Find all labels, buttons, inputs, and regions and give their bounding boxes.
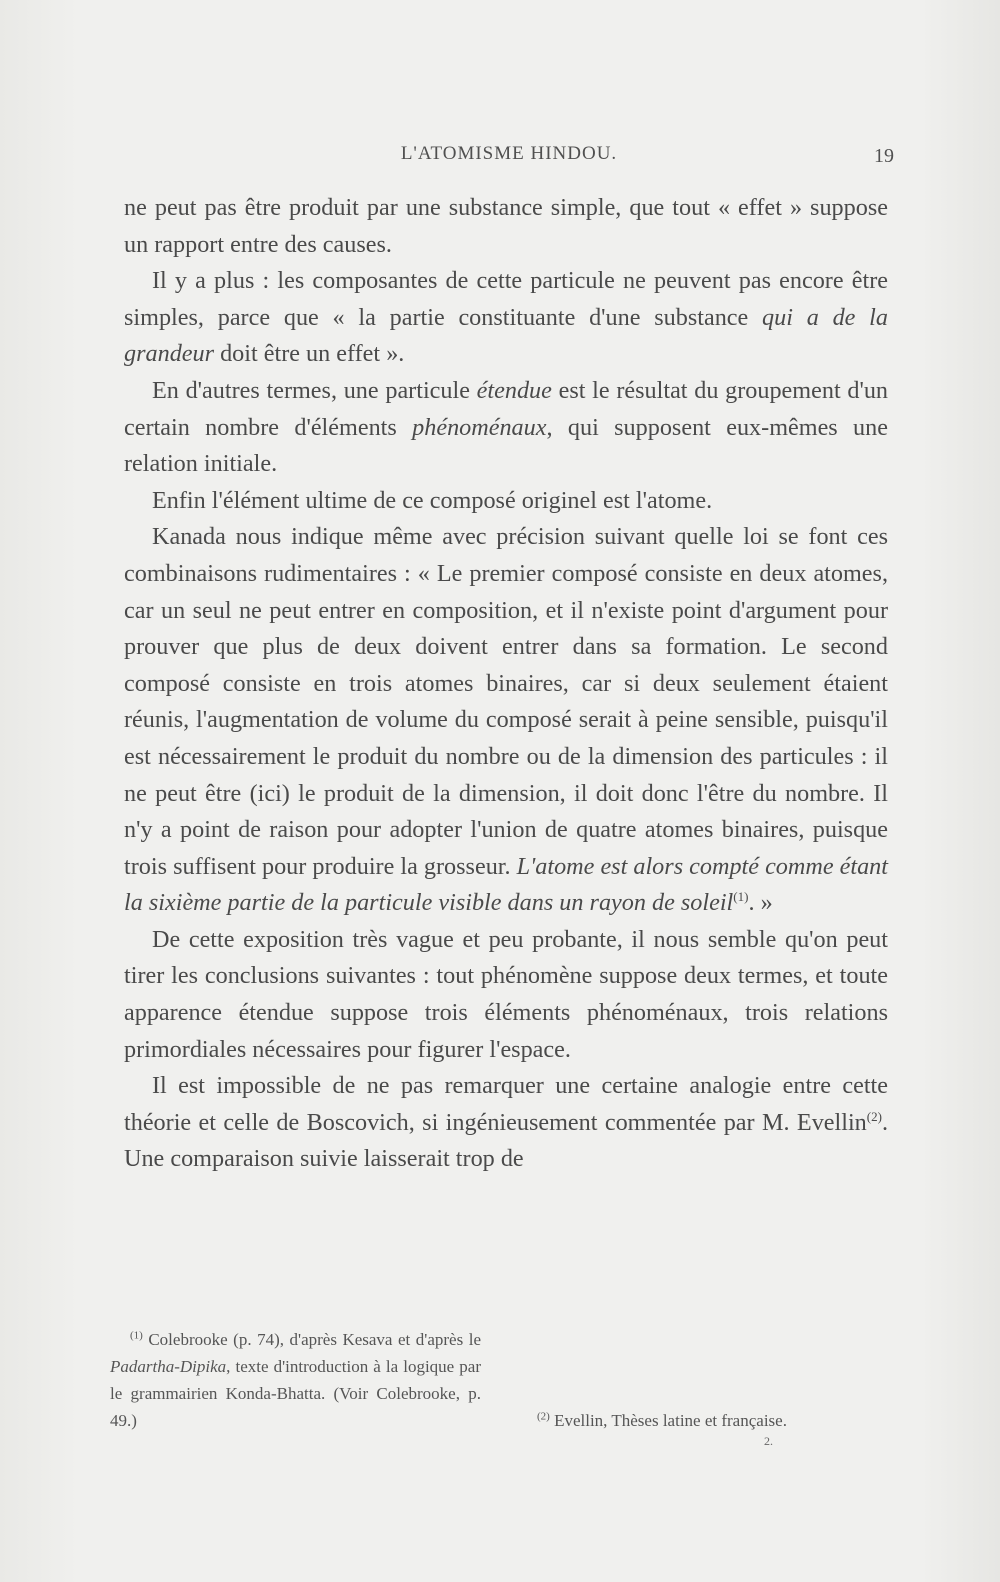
text-run: Il est impossible de ne pas remarquer une certaine analogie entre cette théorie et celle de Boscovich, si ingénieusement commentée par M. Evellin [124, 1072, 888, 1136]
text-run: ne peut pas être produit par une substance simple, que tout « effet » suppose un rapport entre des causes. [124, 194, 888, 258]
text-run: Kanada nous indique même avec précision suivant quelle loi se font ces combinaisons rudimentaires : « Le premier composé consiste en deux atomes, car un seul ne peut entrer en composition, et il n'existe point d'argument pour prouver que plus de deux doivent entrer dans sa formation. Le second composé consiste en trois atomes binaires, car si deux seulement étaient réunis, l'augmentation de volume du composé serait à peine sensible, puisqu'il est nécessairement le produit du nombre ou de la dimension des particules : il ne peut être (ici) le produit de la dimension, il doit donc l'être du nombre. Il n'y a point de raison pour adopter l'union de quatre atomes binaires, puisque trois suffisent pour produire la grosseur. [124, 523, 888, 880]
paragraph-3 [124, 373, 888, 483]
footnote-column-left [110, 1326, 481, 1434]
text-run: . Une comparaison suivie laisserait trop de [124, 1108, 888, 1173]
italic-run: phénoménaux [412, 413, 547, 441]
paragraph-5 [124, 519, 888, 922]
text-run: est le résultat du groupement d'un certain nombre d'éléments [124, 376, 889, 441]
text-run: . » [748, 889, 773, 917]
paragraph-2 [124, 263, 888, 373]
footnote-ref-2: (2) [866, 1108, 882, 1124]
text-run: Enfin l'élément ultime de ce composé originel est l'atome. [152, 486, 713, 514]
running-title: L'ATOMISME HINDOU. [400, 143, 618, 164]
page-number: 19 [874, 145, 894, 167]
text-run: Colebrooke (p. 74), d'après Kesava et d'après le [142, 1330, 481, 1349]
italic-run: L'atome est alors compté comme étant la sixième partie de la particule visible dans un rayon de soleil [124, 852, 888, 917]
footnote-mark-1: (1) [130, 1329, 143, 1342]
footnote-ref-1: (1) [733, 889, 749, 905]
main-text [124, 190, 888, 1178]
text-run: , qui supposent eux-mêmes une relation initiale. [124, 413, 888, 478]
page-header [124, 143, 894, 173]
paragraph-1 [124, 190, 888, 263]
paragraph-6 [124, 922, 888, 1068]
footnote-mark-2: (2) [537, 1410, 550, 1423]
text-run: En d'autres termes, une particule [152, 376, 477, 404]
paragraph-4 [124, 483, 888, 520]
text-run: De cette exposition très vague et peu probante, il nous semble qu'on peut tirer les conclusions suivantes : tout phénomène suppose deux termes, et toute apparence étendue suppose trois éléments phénoménaux, trois relations primordiales nécessaires pour figurer l'espace. [124, 925, 888, 1063]
footnotes [110, 1326, 888, 1434]
italic-run: Padartha-Dipika [110, 1357, 227, 1376]
footnote-column-right [517, 1326, 888, 1434]
italic-run: qui a de la grandeur [124, 303, 888, 368]
italic-run: étendue [476, 376, 552, 404]
text-run: , texte d'introduction à la logique par le grammairien Konda-Bhatta. (Voir Colebrooke, p. 49.) [110, 1357, 481, 1430]
footnote-2 [517, 1407, 888, 1434]
paragraph-7 [124, 1068, 888, 1178]
text-run: Evellin, Thèses latine et française. [549, 1411, 787, 1430]
footnote-1 [110, 1326, 481, 1434]
text-run: Il y a plus : les composantes de cette particule ne peuvent pas encore être simples, parce que « la partie constituante d'une substance [124, 267, 888, 331]
text-run: doit être un effet ». [214, 340, 405, 368]
printer-signature: 2. [764, 1434, 773, 1448]
